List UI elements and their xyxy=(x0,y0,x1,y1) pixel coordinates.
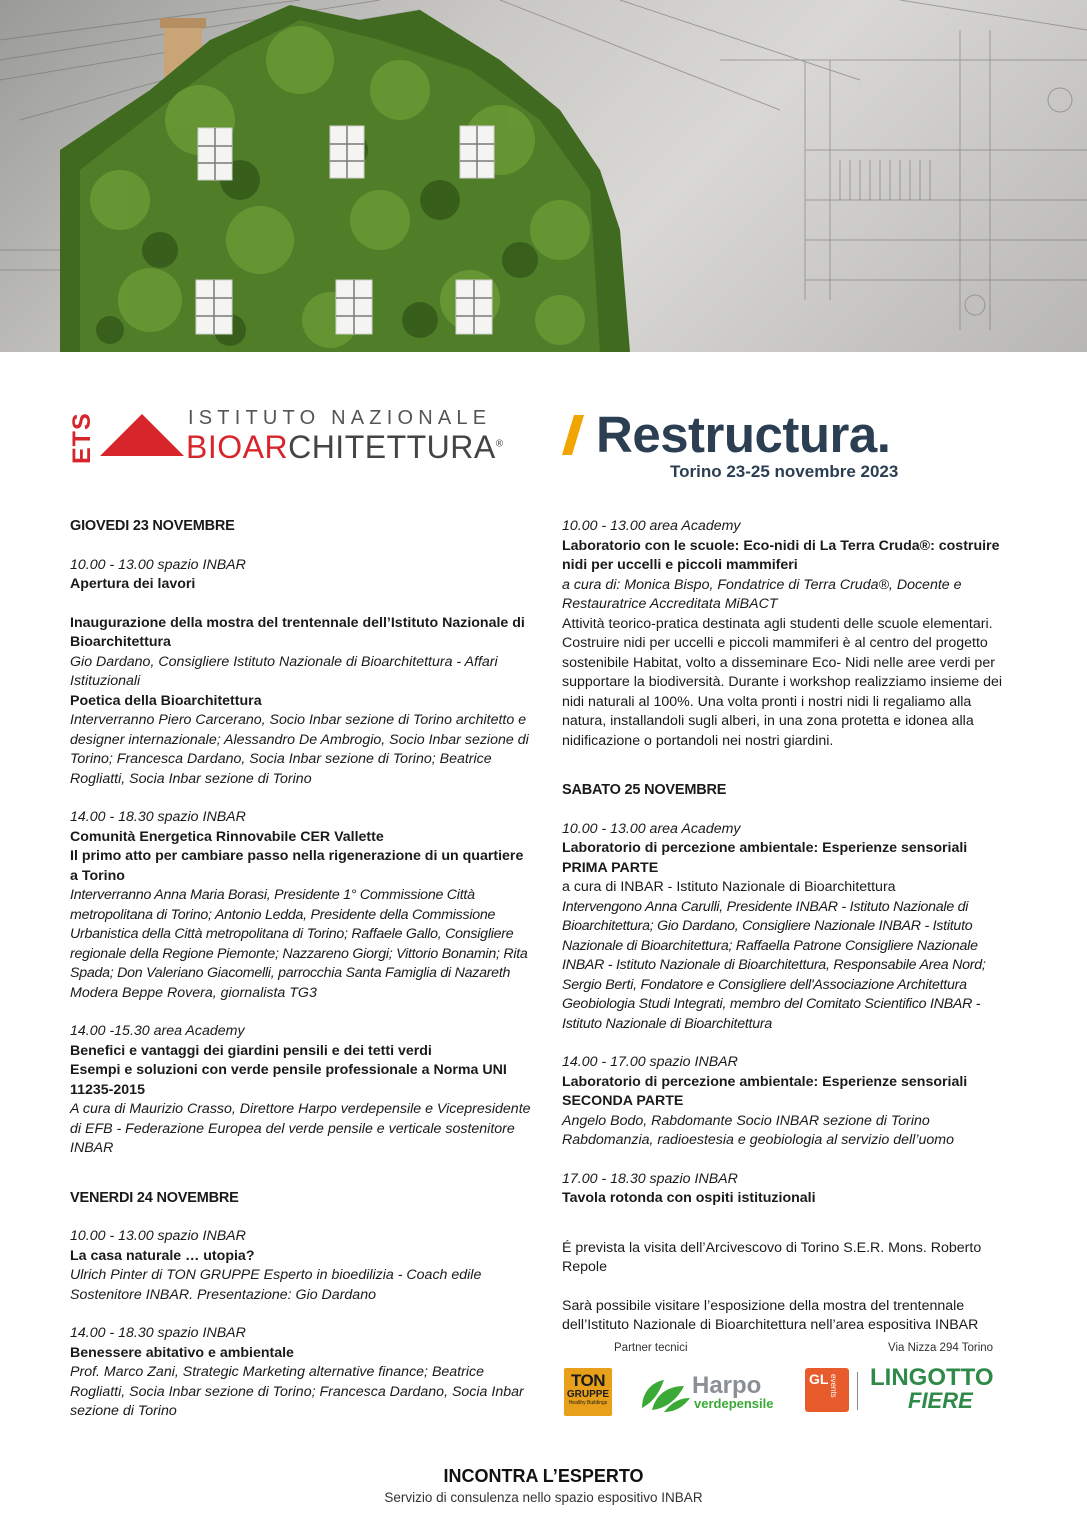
ton-logo-line3: Healthy Buildings xyxy=(568,1400,608,1406)
day-heading-friday: VENERDI 24 NOVEMBRE xyxy=(70,1189,239,1206)
session-subtitle: Il primo atto per cambiare passo nella rigenerazione di un quartiere a Torino xyxy=(70,848,524,884)
session-title: Laboratorio di percezione ambientale: Esperienze sensoriali PRIMA PARTE xyxy=(562,840,968,876)
slash-icon xyxy=(562,415,584,455)
lingotto-logo-line1: LINGOTTO xyxy=(870,1364,994,1391)
session-title: Tavola rotonda con ospiti istituzionali xyxy=(562,1190,816,1206)
session-moderator: Modera Beppe Rovera, giornalista TG3 xyxy=(70,984,317,1001)
gl-events-logo xyxy=(805,1368,849,1412)
session-title: Laboratorio di percezione ambientale: Esperienze sensoriali SECONDA PARTE xyxy=(562,1073,968,1109)
session-subtitle: Esempi e soluzioni con verde pensile professionale a Norma UNI 11235-2015 xyxy=(70,1062,507,1098)
note-exhibition: Sarà possibile visitare l’esposizione della mostra del trentennale dell’Istituto Nazionale di Bioarchitettura nell’area espositiva INBAR xyxy=(562,1297,979,1333)
inbar-logo-line2-red: BIOAR xyxy=(186,429,289,465)
restructura-name: Restructura. xyxy=(596,406,891,463)
ivy-covered-house-image xyxy=(0,0,1087,352)
session-title: Benefici e vantaggi dei giardini pensili e dei tetti verdi xyxy=(70,1042,432,1059)
session-speakers: Angelo Bodo, Rabdomante Socio INBAR sezione di Torino xyxy=(562,1112,930,1129)
session-title: Comunità Energetica Rinnovabile CER Vallette xyxy=(70,828,384,845)
session-time: 10.00 - 13.00 area Academy xyxy=(562,820,741,837)
inbar-logo-ets: ETS xyxy=(68,412,96,464)
session-description: Attività teorico-pratica destinata agli studenti delle scuole elementari. Costruire nidi per uccelli e piccoli mammiferi è al centro del progetto sostenibile Habitat, volto a disseminare Eco- Nidi nelle aree verdi per supportare la biodiversità. Durante i workshop realizziamo insieme dei nidi naturali al 100%. Una volta pronti i nostri nidi li regaliamo alla natura, installandoli sugli alberi, in una zona protetta e idonea alla nidificazione o portandoli nei nostri giardini. xyxy=(562,615,1003,749)
ton-logo-line2: GRUPPE xyxy=(566,1389,610,1400)
inbar-logo-line1: ISTITUTO NAZIONALE xyxy=(188,407,492,429)
harpo-logo-name: Harpo xyxy=(692,1372,762,1399)
leaf-icon xyxy=(638,1374,690,1414)
day-heading-thursday: GIOVEDI 23 NOVEMBRE xyxy=(70,518,235,534)
session-speakers: a cura di: Monica Bispo, Fondatrice di Terra Cruda®, Docente e Restauratrice Accreditata MiBACT xyxy=(562,576,962,612)
inbar-logo xyxy=(68,405,504,465)
session-speakers: Interverranno Piero Carcerano, Socio Inbar sezione di Torino architetto e designer internazionale; Alessandro De Ambrogio, Socio Inbar sezione di Torino; Francesca Dardano, Socia Inbar sezione di Torino; Beatrice Rogliatti, Socia Inbar sezione di Torino xyxy=(70,712,529,787)
gl-logo-sub: events xyxy=(829,1374,838,1398)
footer-title: INCONTRA L’ESPERTO xyxy=(443,1466,644,1486)
session-title: Benessere abitativo e ambientale xyxy=(70,1344,294,1361)
program-left-column xyxy=(70,517,532,1422)
session-time: 14.00 - 18.30 spazio INBAR xyxy=(70,809,246,825)
session-speakers: Ulrich Pinter di TON GRUPPE Esperto in bioedilizia - Coach edile Sostenitore INBAR. Presentazione: Gio Dardano xyxy=(70,1267,482,1303)
footer-subtitle: Servizio di consulenza nello spazio espositivo INBAR xyxy=(384,1490,703,1505)
session-time: 10.00 - 13.00 spazio INBAR xyxy=(70,556,246,573)
session-speakers: Prof. Marco Zani, Strategic Marketing alternative finance; Beatrice Rogliatti, Socia Inbar sezione di Torino; Francesca Dardano, Socia Inbar sezione di Torino xyxy=(70,1364,524,1419)
restructura-date: Torino 23-25 novembre 2023 xyxy=(670,462,899,481)
venue-label: Via Nizza 294 Torino xyxy=(888,1342,994,1354)
session-time: 14.00 - 18.30 spazio INBAR xyxy=(70,1325,246,1341)
lingotto-fiere-logo xyxy=(870,1366,994,1412)
ton-gruppe-logo xyxy=(564,1368,612,1416)
inbar-logo-line2-rest: CHITETTURA xyxy=(288,429,496,465)
session-time: 17.00 - 18.30 spazio INBAR xyxy=(562,1170,738,1187)
harpo-logo-sub: verdepensile xyxy=(694,1396,774,1411)
session-time: 10.00 - 13.00 area Academy xyxy=(562,518,741,534)
partners-label: Partner tecnici xyxy=(614,1342,688,1354)
session-speakers: A cura di Maurizio Crasso, Direttore Harpo verdepensile e Vicepresidente di EFB - Federazione Europea del verde pensile e verticale sostenitore INBAR xyxy=(70,1101,531,1156)
restructura-logo xyxy=(562,405,982,485)
session-title: La casa naturale … utopia? xyxy=(70,1247,255,1264)
day-heading-saturday: SABATO 25 NOVEMBRE xyxy=(562,782,727,798)
session-title: Inaugurazione della mostra del trentennale dell’Istituto Nazionale di Bioarchitettura xyxy=(70,614,525,650)
session-speakers: Intervengono Anna Carulli, Presidente INBAR - Istituto Nazionale di Bioarchitettura; Gio Dardano, Consigliere Nazionale INBAR - Istituto Nazionale di Bioarchitettura; Raffaella Patrone Consigliere Nazionale INBAR - Istituto Nazionale di Bioarchitettura, Responsabile Area Nord; Sergio Berti, Fondatore e Consigliere dell'Associazione Architettura Geobiologia Studi Integrati, membro del Comitato Scientifico INBAR - Istituto Nazionale di Bioarchitettura xyxy=(562,898,986,1032)
harpo-logo xyxy=(638,1372,788,1416)
session-title: Poetica della Bioarchitettura xyxy=(70,692,262,709)
session-time: 14.00 -15.30 area Academy xyxy=(70,1023,245,1039)
roof-icon xyxy=(100,410,184,460)
session-topic: Rabdomanzia, radioestesia e geobiologia al servizio dell’uomo xyxy=(562,1132,954,1148)
session-time: 14.00 - 17.00 spazio INBAR xyxy=(562,1054,738,1070)
session-speakers: Interverranno Anna Maria Borasi, Presidente 1° Commissione Città metropolitana di Torino; Antonio Ledda, Presidente della Commissione Urbanistica della Città metropolitana di Torino; Raffaele Gallo, Consigliere regionale della Regione Piemonte; Nazzareno Giorgi; Vittorio Bonamin; Rita Spada; Don Valeriano Giacomelli, parrocchia Santa Famiglia di Nazareth xyxy=(70,887,528,981)
note-archbishop: É prevista la visita dell’Arcivescovo di Torino S.E.R. Mons. Roberto Repole xyxy=(562,1239,982,1275)
session-title: Apertura dei lavori xyxy=(70,576,196,592)
registered-mark: ® xyxy=(495,438,504,450)
ton-logo-line1: TON xyxy=(570,1371,606,1390)
gl-logo-name: GL xyxy=(809,1371,829,1387)
session-speakers: Gio Dardano, Consigliere Istituto Nazionale di Bioarchitettura - Affari Istituzionali xyxy=(70,653,498,689)
session-curator: a cura di INBAR - Istituto Nazionale di Bioarchitettura xyxy=(562,879,896,895)
program-right-column xyxy=(562,517,1014,1336)
lingotto-logo-line2: FIERE xyxy=(908,1388,973,1413)
session-time: 10.00 - 13.00 spazio INBAR xyxy=(70,1228,246,1244)
hero-image xyxy=(0,0,1087,352)
inbar-logo-line2 xyxy=(186,429,504,466)
session-title: Laboratorio con le scuole: Eco-nidi di La Terra Cruda®: costruire nidi per uccelli e piccoli mammiferi xyxy=(562,537,1000,573)
logo-divider xyxy=(857,1372,858,1410)
